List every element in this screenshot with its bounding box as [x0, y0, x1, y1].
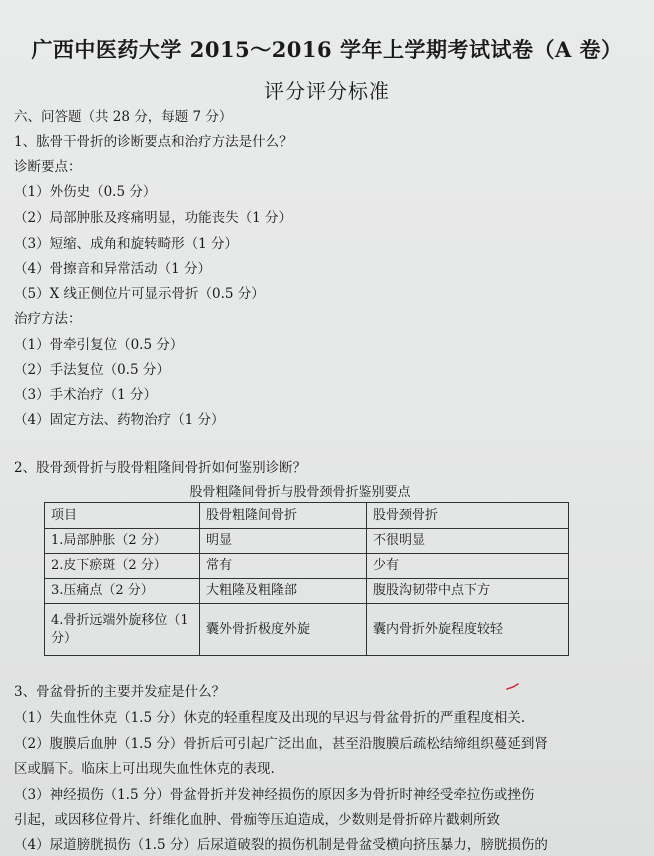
q1-treatment-item: （1）骨牵引复位（0.5 分）	[14, 337, 184, 353]
q3-line: （3）神经损伤（1.5 分）骨盆骨折并发神经损伤的原因多为骨折时神经受牵拉伤或挫伤	[14, 787, 535, 803]
table-cell: 大粗隆及粗隆部	[200, 579, 367, 604]
q1-diagnosis-item: （4）骨擦音和异常活动（1 分）	[14, 261, 211, 277]
table-row	[45, 529, 569, 554]
table-cell: 不很明显	[367, 529, 569, 554]
q1-treatment-heading: 治疗方法：	[14, 311, 82, 327]
table-cell: 囊外骨折极度外旋	[200, 604, 367, 656]
q3-line: 引起，或因移位骨片、纤维化血肿、骨痂等压迫造成，少数则是骨折碎片戳刺所致	[14, 812, 500, 828]
table-cell: 4.骨折远端外旋移位（1 分）	[45, 604, 200, 656]
q3-line: （2）腹膜后血肿（1.5 分）骨折后可引起广泛出血，甚至沿腹膜后疏松结缔组织蔓延到肾	[14, 736, 548, 752]
q1-diagnosis-heading: 诊断要点：	[14, 159, 82, 175]
q2-question: 2、股骨颈骨折与股骨粗隆间骨折如何鉴别诊断？	[14, 460, 307, 476]
q3-line: （1）失血性休克（1.5 分）休克的轻重程度及出现的早迟与骨盆骨折的严重程度相关.	[14, 710, 526, 726]
red-pen-mark	[506, 683, 520, 691]
q3-line: 区或膈下。临床上可出现失血性休克的表现.	[14, 761, 275, 777]
q1-treatment-item: （2）手法复位（0.5 分）	[14, 362, 170, 378]
q1-diagnosis-item: （5）X 线正侧位片可显示骨折（0.5 分）	[14, 286, 265, 302]
q1-diagnosis-item: （3）短缩、成角和旋转畸形（1 分）	[14, 236, 238, 252]
q1-treatment-item: （4）固定方法、药物治疗（1 分）	[14, 412, 225, 428]
table-cell: 1.局部肿胀（2 分）	[45, 529, 200, 554]
table-cell: 常有	[200, 554, 367, 579]
table-header-row	[45, 503, 569, 529]
table-row	[45, 579, 569, 604]
exam-subtitle: 评分评分标准	[264, 79, 390, 103]
table-cell: 囊内骨折外旋程度较轻	[367, 604, 569, 656]
q3-question: 3、骨盆骨折的主要并发症是什么？	[14, 684, 226, 700]
q1-diagnosis-item: （2）局部肿胀及疼痛明显，功能丧失（1 分）	[14, 210, 292, 226]
table-row	[45, 604, 569, 656]
exam-title: 广西中医药大学 2015～2016 学年上学期考试试卷（A 卷）	[31, 37, 623, 62]
q3-line: （4）尿道膀胱损伤（1.5 分）后尿道破裂的损伤机制是骨盆受横向挤压暴力，膀胱损伤的	[14, 837, 548, 853]
q1-treatment-item: （3）手术治疗（1 分）	[14, 387, 157, 403]
q1-question: 1、肱骨干骨折的诊断要点和治疗方法是什么？	[14, 134, 293, 150]
differential-table	[44, 502, 569, 656]
table-cell: 明显	[200, 529, 367, 554]
section-heading: 六、问答题（共 28 分，每题 7 分）	[14, 109, 233, 125]
table-header-cell: 股骨颈骨折	[367, 503, 569, 529]
table-cell: 少有	[367, 554, 569, 579]
table-cell: 腹股沟韧带中点下方	[367, 579, 569, 604]
table-header-cell: 股骨粗隆间骨折	[200, 503, 367, 529]
table-header-cell: 项目	[45, 503, 200, 529]
table-cell: 2.皮下瘀斑（2 分）	[45, 554, 200, 579]
q1-diagnosis-item: （1）外伤史（0.5 分）	[14, 184, 157, 200]
table-cell: 3.压痛点（2 分）	[45, 579, 200, 604]
table-title: 股骨粗隆间骨折与股骨颈骨折鉴别要点	[189, 485, 411, 500]
table-row	[45, 554, 569, 579]
